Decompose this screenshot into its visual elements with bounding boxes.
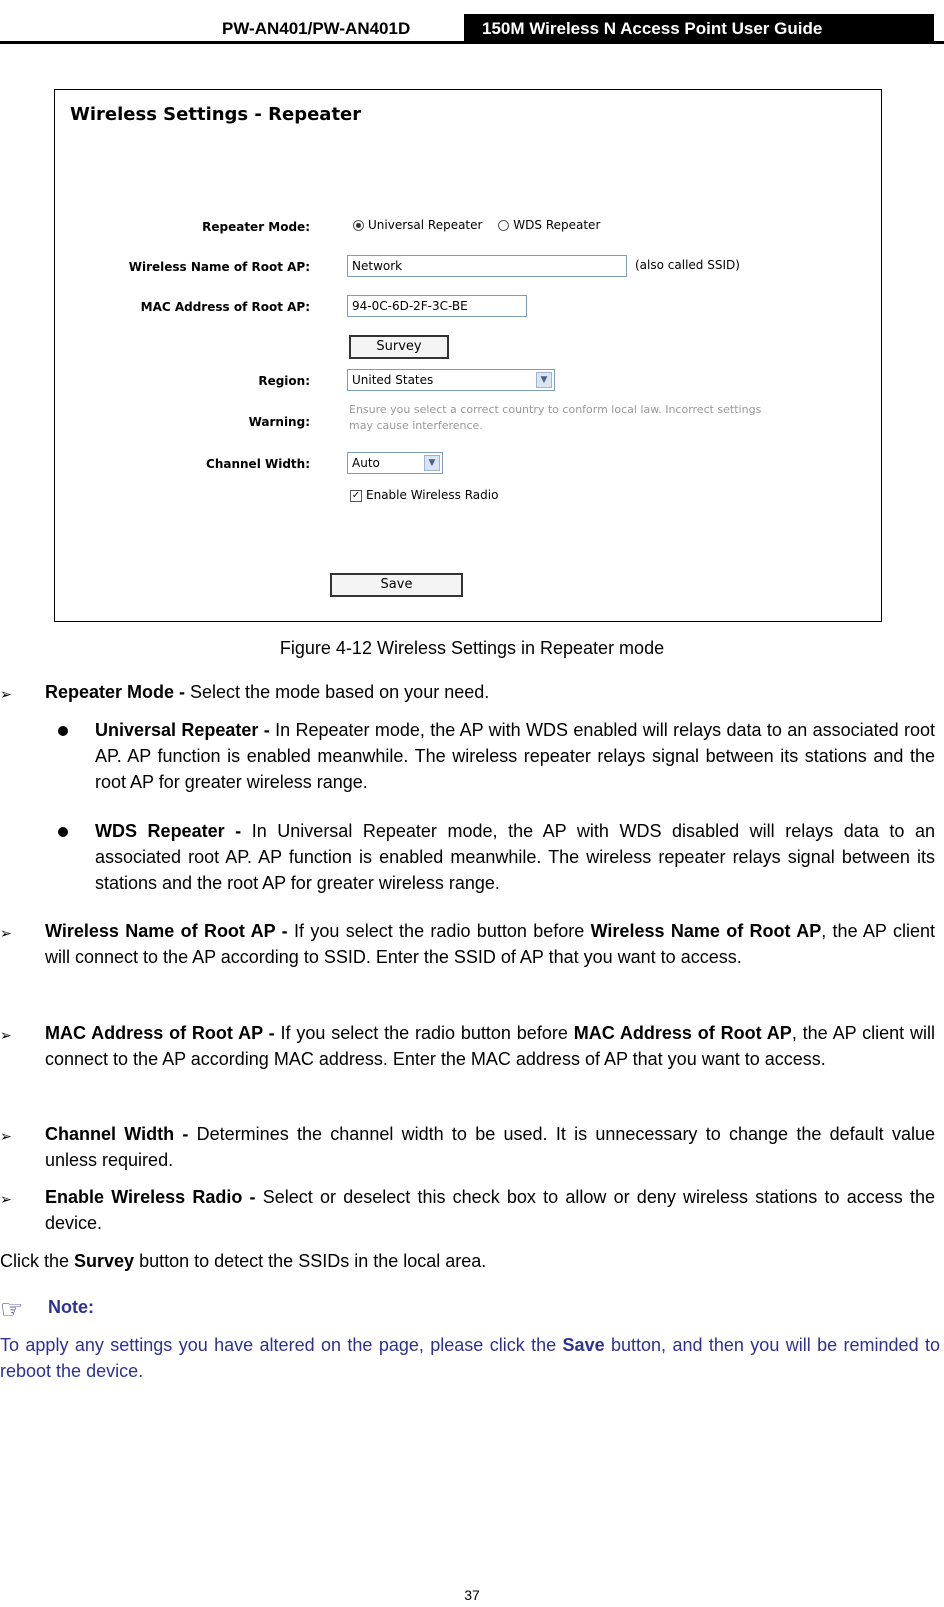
enable-radio-checkbox[interactable]: ✓	[351, 489, 361, 501]
arrow-bullet-icon: ➢	[0, 686, 12, 702]
arrow-bullet-icon: ➢	[0, 925, 12, 941]
description: In Repeater mode, the AP with WDS enabled will relays data to an associated root AP. AP function is enabled meanwhile. The wireless repeater relays signal between its stations and the root AP for greater wireless range.	[95, 720, 935, 792]
term: MAC Address of Root AP -	[45, 1023, 275, 1043]
arrow-bullet-icon: ➢	[0, 1128, 12, 1144]
enable-radio-label: Enable Wireless Radio	[366, 488, 499, 502]
term: WDS Repeater -	[95, 821, 242, 841]
term: Channel Width -	[45, 1124, 189, 1144]
note-label: Note:	[48, 1297, 94, 1317]
term: Universal Repeater -	[95, 720, 270, 740]
description: Select the mode based on your need.	[185, 682, 490, 702]
repeater-mode-label: Repeater Mode:	[202, 220, 310, 234]
ssid-label: Wireless Name of Root AP:	[128, 260, 310, 274]
mac-label: MAC Address of Root AP:	[140, 300, 310, 314]
description: In Universal Repeater mode, the AP with WDS disabled will relays data to an associated root AP. AP function is enabled meanwhile. The wireless repeater relays signal between its stations and the root AP for greater wireless range.	[95, 821, 935, 893]
region-label: Region:	[258, 374, 310, 388]
enable-radio-item	[45, 1184, 935, 1236]
description: , the AP client will connect to the AP according MAC address. Enter the MAC address of AP that you want to access.	[45, 1023, 935, 1069]
page-header	[0, 0, 944, 44]
chevron-down-icon: ▼	[536, 372, 552, 388]
text: Click the	[0, 1251, 75, 1271]
description: , the AP client will connect to the AP according to SSID. Enter the SSID of AP that you want to access.	[45, 921, 935, 967]
universal-repeater-radio[interactable]	[353, 220, 364, 231]
pointing-hand-icon: ☞	[0, 1294, 24, 1324]
chevron-down-icon: ▼	[424, 455, 440, 471]
mac-input[interactable]: 94-0C-6D-2F-3C-BE	[347, 295, 527, 317]
arrow-bullet-icon: ➢	[0, 1027, 12, 1043]
page-number: 37	[464, 1587, 480, 1603]
term: Save	[562, 1335, 605, 1355]
term: Enable Wireless Radio -	[45, 1187, 256, 1207]
text: button to detect the SSIDs in the local area.	[134, 1251, 487, 1271]
mac-item	[45, 1020, 935, 1072]
note-text	[0, 1332, 940, 1384]
text: button, and then you will be reminded to reboot the device.	[0, 1335, 940, 1381]
channel-width-value: Auto	[352, 456, 380, 470]
channel-width-item	[45, 1121, 935, 1173]
warning-text: Ensure you select a correct country to conform local law. Incorrect settings may cause interference.	[349, 403, 762, 432]
text: To apply any settings you have altered on the page, please click the	[0, 1335, 563, 1355]
wds-repeater-item	[95, 818, 935, 896]
description: If you select the radio button before	[274, 1023, 574, 1043]
survey-instruction	[0, 1248, 935, 1274]
header-rule	[0, 41, 944, 44]
universal-repeater-label: Universal Repeater	[368, 218, 483, 232]
term-ref: MAC Address of Root AP	[573, 1023, 792, 1043]
ssid-note: (also called SSID)	[635, 258, 740, 272]
model-name: PW-AN401/PW-AN401D	[222, 19, 411, 38]
description: Determines the channel width to be used. It is unnecessary to change the default value unless required.	[45, 1124, 935, 1170]
save-button[interactable]: Save	[330, 573, 463, 597]
warning-label: Warning:	[248, 415, 310, 429]
term-ref: Wireless Name of Root AP	[590, 921, 822, 941]
term: Survey	[74, 1251, 135, 1271]
repeater-mode-item	[45, 679, 935, 705]
enable-radio-row	[350, 488, 498, 502]
bullet-dot-icon	[58, 726, 68, 736]
guide-title: 150M Wireless N Access Point User Guide	[464, 14, 934, 44]
ssid-item	[45, 918, 935, 970]
description: Select or deselect this check box to allow or deny wireless stations to access the device.	[45, 1187, 935, 1233]
settings-title: Wireless Settings - Repeater	[70, 104, 362, 125]
wds-repeater-radio[interactable]	[498, 220, 509, 231]
figure-caption: Figure 4-12 Wireless Settings in Repeater mode	[279, 638, 665, 658]
channel-width-select[interactable]	[347, 452, 443, 474]
term: Repeater Mode -	[45, 682, 186, 702]
region-value: United States	[352, 373, 434, 387]
survey-button[interactable]: Survey	[349, 335, 449, 359]
region-select[interactable]	[347, 369, 555, 391]
bullet-dot-icon	[58, 827, 68, 837]
arrow-bullet-icon: ➢	[0, 1191, 12, 1207]
ssid-input[interactable]: Network	[347, 255, 627, 277]
repeater-mode-options	[353, 218, 600, 232]
term: Wireless Name of Root AP -	[45, 921, 288, 941]
wds-repeater-label: WDS Repeater	[513, 218, 601, 232]
description: If you select the radio button before	[287, 921, 591, 941]
channel-width-label: Channel Width:	[206, 457, 310, 471]
universal-repeater-item	[95, 717, 935, 795]
settings-screenshot	[54, 89, 882, 622]
